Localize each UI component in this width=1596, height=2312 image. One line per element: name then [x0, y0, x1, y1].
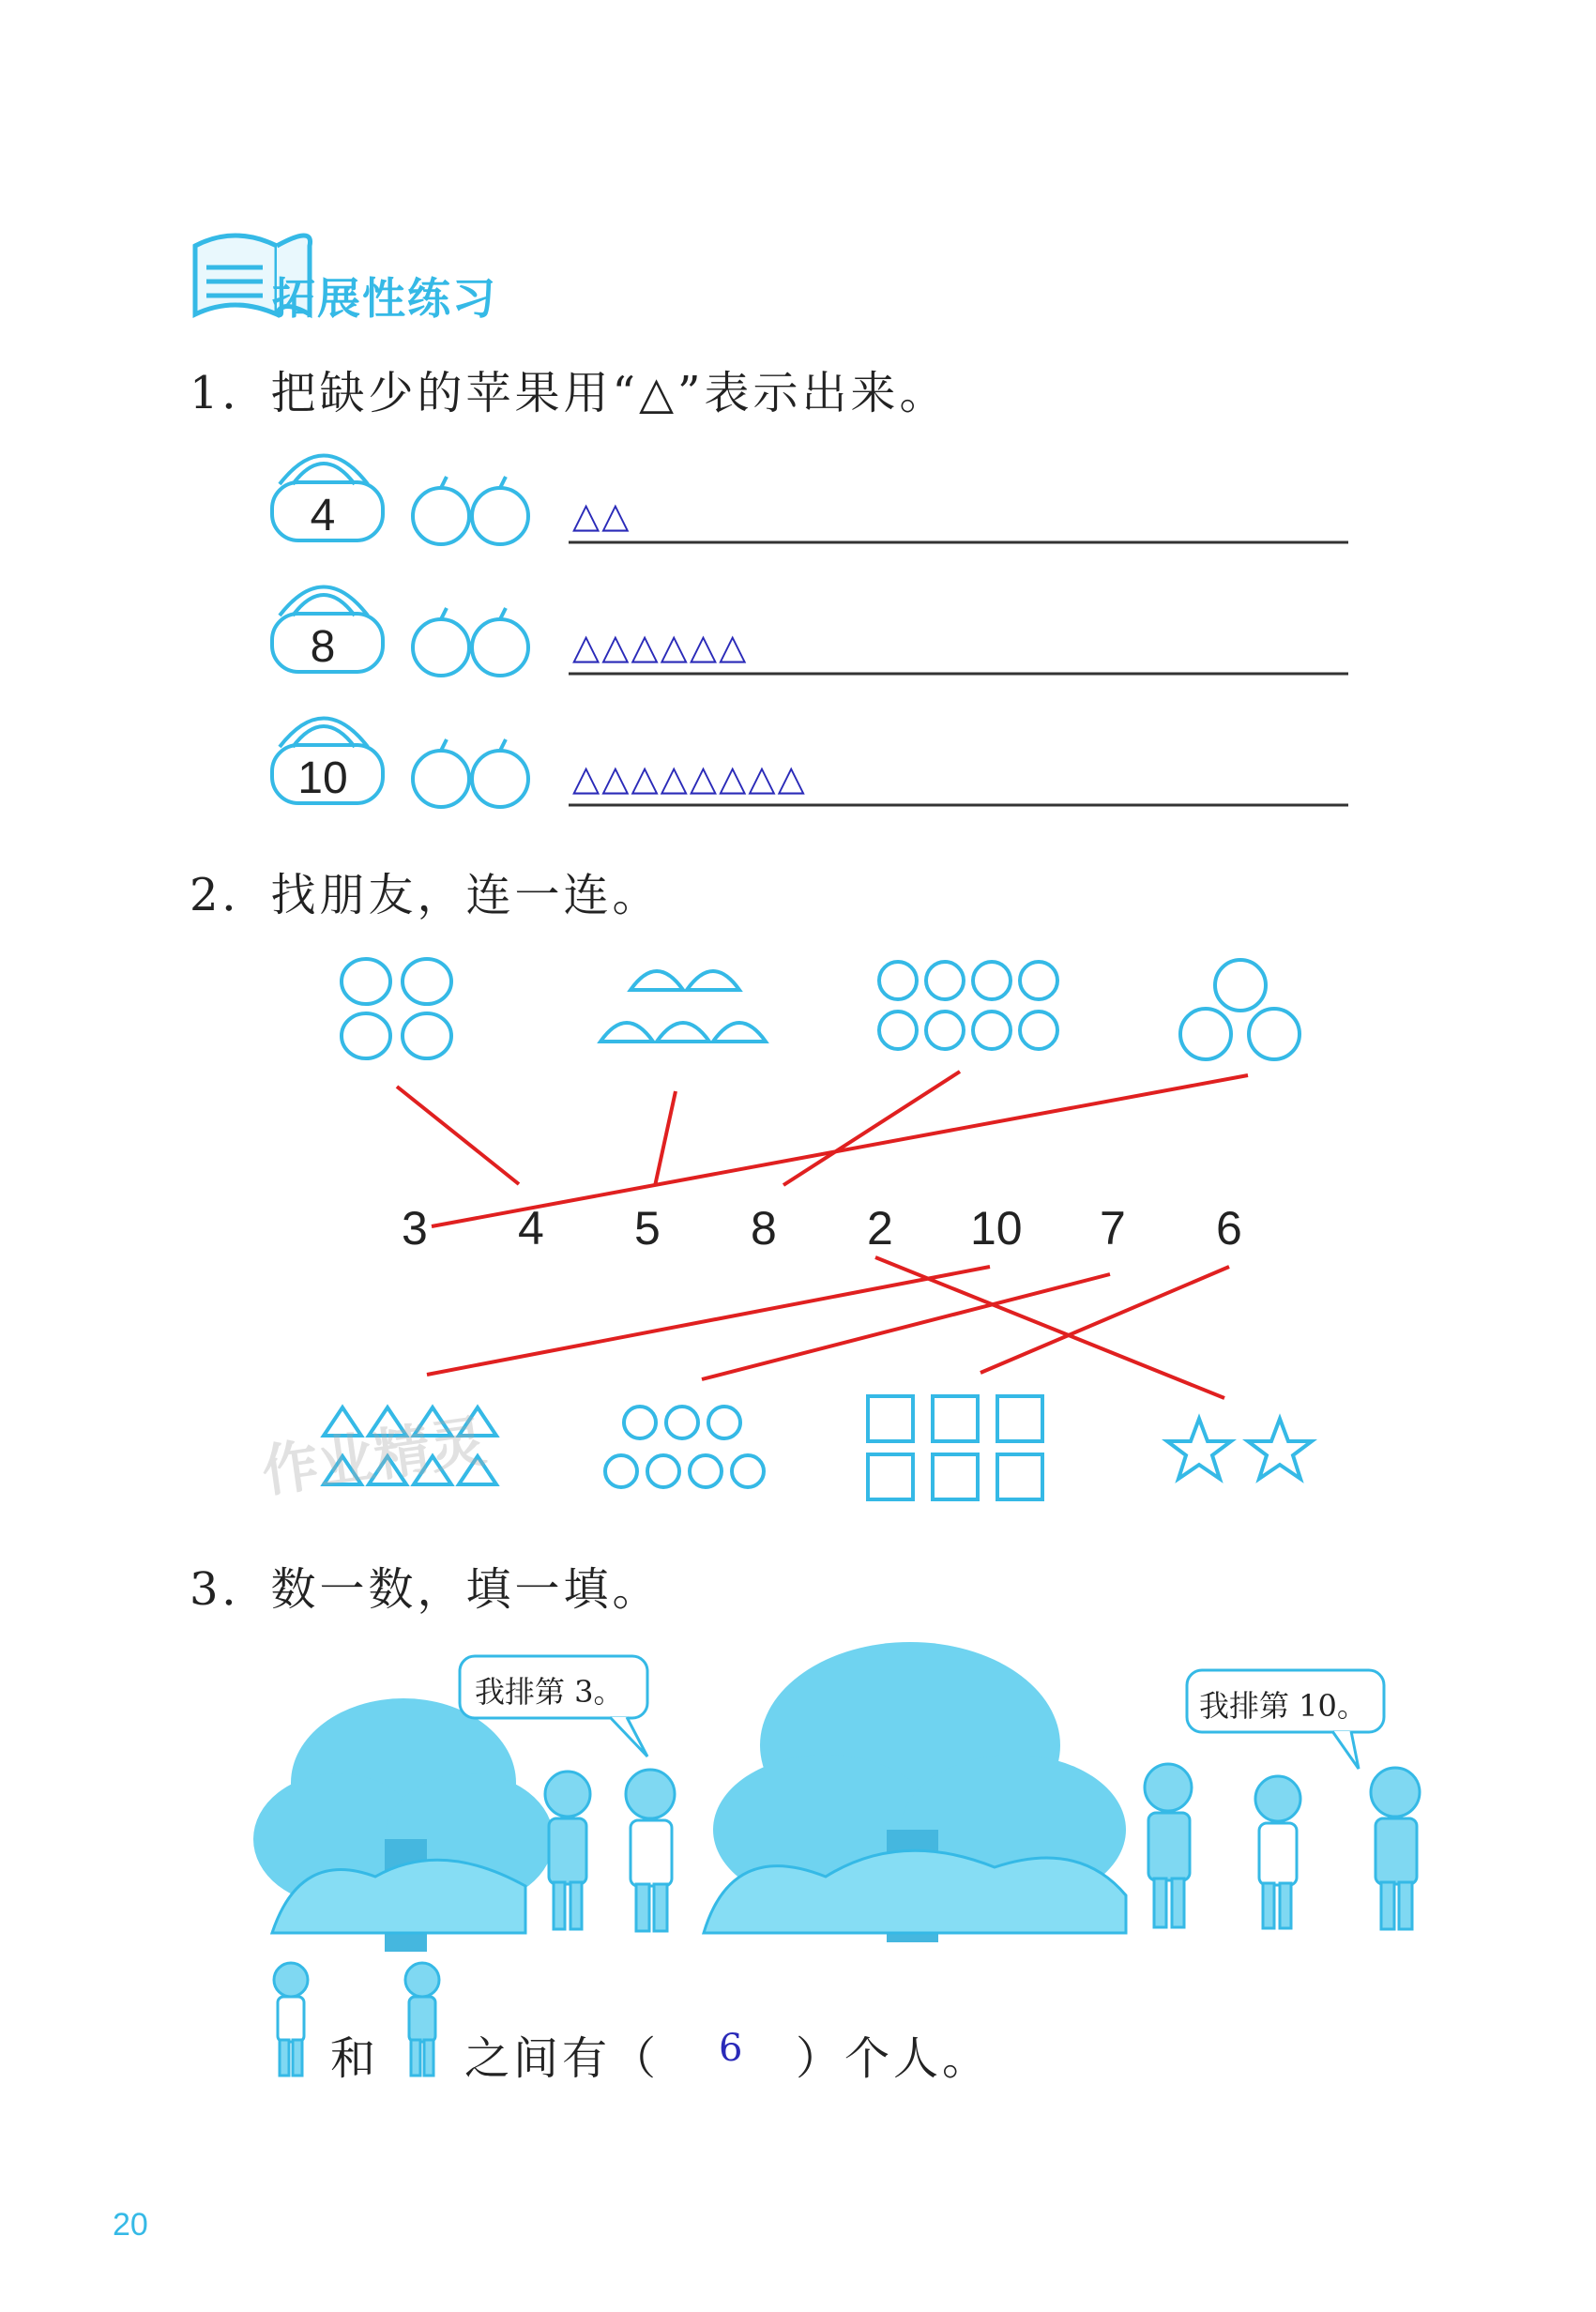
- answer-triangles: △△△△△△△△: [572, 757, 807, 799]
- answer-count: 6: [719, 2027, 745, 2070]
- question-3-prompt: 3．数一数，填一填。: [190, 1563, 661, 1616]
- answer-triangles: △△: [572, 494, 631, 536]
- number-label: 5: [634, 1202, 661, 1255]
- number-label: 6: [1216, 1202, 1242, 1255]
- basket-number: 8: [310, 622, 336, 672]
- sentence-and: 和: [330, 2032, 380, 2085]
- sentence-between: 之间有（: [464, 2032, 661, 2085]
- basket-number: 10: [297, 753, 348, 803]
- section-title: 拓展性练习: [272, 273, 497, 324]
- number-label: 2: [867, 1202, 893, 1255]
- question-2-prompt: 2．找朋友，连一连。: [190, 869, 661, 921]
- number-label: 10: [970, 1202, 1023, 1255]
- page-number: 20: [113, 2207, 148, 2243]
- speech-text-right: 我排第 10。: [1199, 1688, 1367, 1724]
- answer-triangles: △△△△△△: [572, 626, 749, 667]
- number-label: 7: [1100, 1202, 1126, 1255]
- watermark: 作业精灵: [257, 1408, 491, 1506]
- question-1-prompt: 1．把缺少的苹果用“△”表示出来。: [190, 367, 949, 419]
- speech-text-left: 我排第 3。: [475, 1674, 624, 1710]
- tree-illustration: [253, 1698, 554, 1952]
- basket-number: 4: [310, 491, 336, 540]
- number-label: 8: [751, 1202, 777, 1255]
- sentence-end: ）个人。: [796, 2032, 992, 2085]
- number-label: 3: [402, 1202, 428, 1255]
- number-label: 4: [518, 1202, 544, 1255]
- tree-illustration: [704, 1642, 1126, 1942]
